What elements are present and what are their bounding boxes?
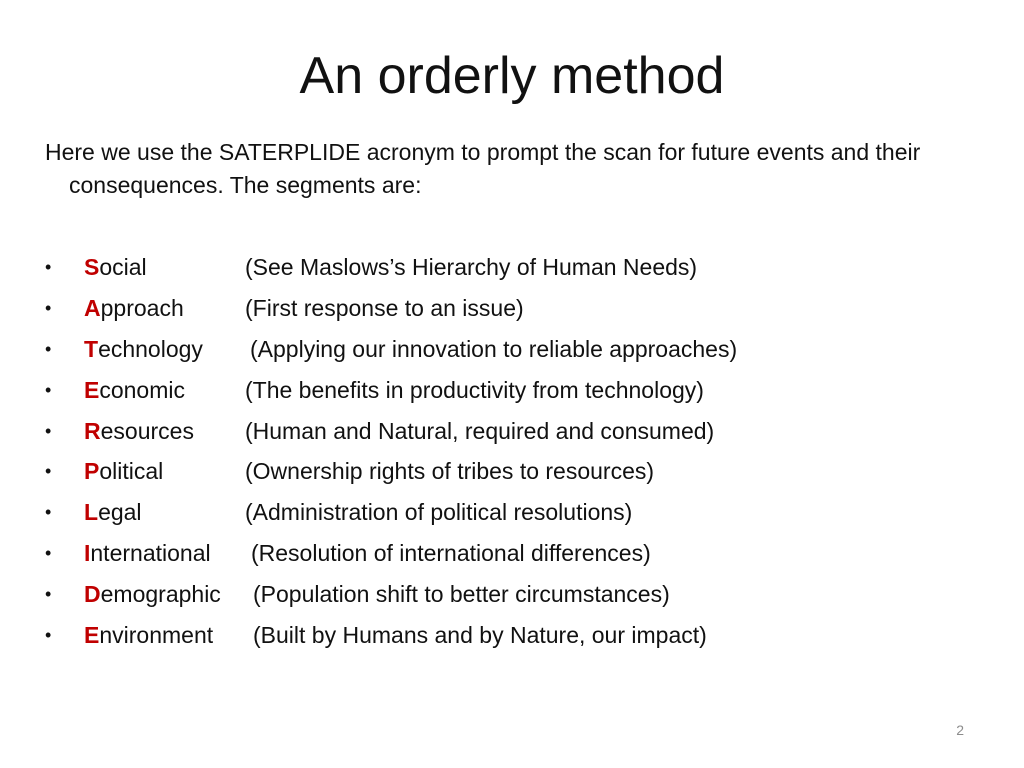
segment-description: (The benefits in productivity from technology) [245,376,704,403]
segment-term [84,537,211,570]
segment-initial: T [84,335,99,362]
segment-description: (Built by Humans and by Nature, our impact) [253,622,707,649]
segment-term-rest: esources [100,417,194,444]
segment-term [84,619,213,652]
segment-term [84,415,194,448]
segment-initial: P [84,458,100,485]
slide-title: An orderly method [299,47,725,105]
bullet-icon: • [45,379,52,400]
segment-term [84,496,142,529]
segment-term-rest: nternational [90,540,211,567]
bullet-icon: • [45,625,52,646]
segment-term-rest: emographic [100,581,221,608]
bullet-icon: • [45,502,52,523]
segment-term [84,251,147,284]
segment-description: (Administration of political resolutions) [245,499,633,526]
bullet-icon: • [45,257,52,277]
segment-description: (Resolution of international differences) [251,540,651,567]
segment-term-rest: pproach [100,294,184,321]
bullet-icon: • [45,543,52,564]
segment-initial: I [84,540,91,567]
segment-initial: A [84,294,101,321]
page-number: 2 [956,722,964,738]
segment-description: (Human and Natural, required and consumed) [245,417,715,444]
segment-description: (Ownership rights of tribes to resources) [245,458,655,485]
intro-paragraph: Here we use the SATERPLIDE acronym to prompt the scan for future events and their consequences. The segments are: [45,139,921,198]
segment-initial: E [84,622,100,649]
segment-term [84,374,185,407]
segment-description: (First response to an issue) [245,294,524,321]
bullet-icon: • [45,420,52,441]
segment-description: (Population shift to better circumstances) [253,581,670,608]
segment-term-rest: nvironment [99,622,214,649]
segment-term-rest: ocial [99,254,147,280]
segment-term [84,578,221,611]
segment-initial: S [84,254,100,280]
segment-term [84,292,184,325]
segment-initial: D [84,581,101,608]
segment-term-rest: egal [98,499,142,526]
segment-initial: R [84,417,101,444]
bullet-icon: • [45,338,52,359]
segment-term [84,333,203,366]
segment-term-rest: echnology [98,335,203,362]
bullet-icon: • [45,584,52,605]
segment-description: (See Maslows’s Hierarchy of Human Needs) [245,254,698,280]
segment-initial: L [84,499,99,526]
segment-initial: E [84,376,100,403]
segment-description: (Applying our innovation to reliable approaches) [250,335,738,362]
segment-term [84,455,163,488]
bullet-icon: • [45,461,52,482]
bullet-icon: • [45,297,52,318]
segment-term-rest: conomic [99,376,185,403]
segment-term-rest: olitical [99,458,164,485]
